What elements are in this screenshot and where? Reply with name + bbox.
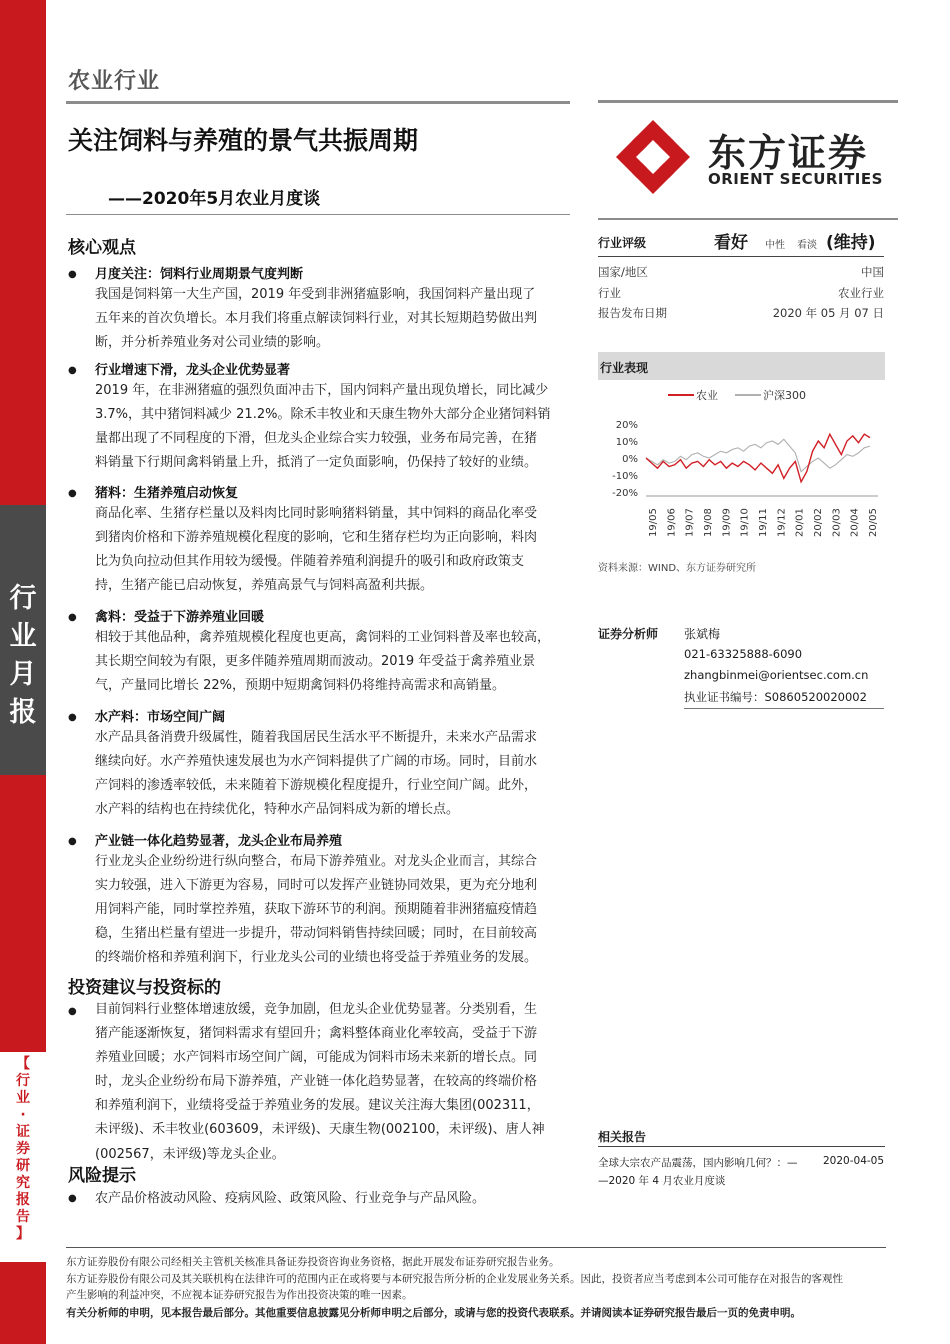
paragraph-line: 水产料的结构也在持续优化，特种水产品饲料成为新的增长点。: [95, 802, 460, 818]
rating-option-bearish: 看淡: [797, 240, 817, 251]
page-subtitle: ——2020年5月农业月度谈: [108, 189, 321, 209]
divider: [66, 214, 570, 215]
divider: [66, 101, 570, 104]
paragraph-line: 实力较强，进入下游更为容易，同时可以发挥产业链协同效果，更为充分地利: [95, 878, 538, 894]
paragraph-line: 未评级)、禾丰牧业(603609，未评级)、天康生物(002100，未评级)、唐人神: [95, 1122, 545, 1138]
paragraph-line: 行业龙头企业纷纷进行纵向整合，布局下游养殖业。对龙头企业而言，其综合: [95, 854, 538, 869]
paragraph-line: 时，龙头企业纷纷布局下游养殖，产业链一体化趋势显著，在较高的终端价格: [95, 1074, 538, 1090]
related-report-title[interactable]: 全球大宗农产品震荡，国内影响几何？：—: [598, 1157, 798, 1169]
related-report-title-cont[interactable]: —2020 年 4 月农业月度谈: [598, 1175, 726, 1187]
orient-securities-logo-icon: [614, 118, 692, 196]
paragraph-line: 持，生猪产能已启动恢复，养殖高景气与饲料高盈利共振。: [95, 578, 434, 594]
y-tick-label: -10%: [612, 471, 638, 482]
x-tick-label: 20/01: [794, 508, 806, 537]
paragraph-line: 用饲料产能，同时掌控养殖，获取下游环节的利润。预期随着非洲猪瘟疫情趋: [95, 902, 538, 918]
paragraph-line: 料销量下行期间禽料销量上升，抵消了一定负面影响，仍保持了较好的业绩。: [95, 455, 538, 471]
performance-title: 行业表现: [600, 361, 649, 375]
performance-chart: [598, 382, 888, 562]
paragraph-line: 相较于其他品种，禽养殖规模化程度也更高，禽饲料的工业饲料普及率也较高，: [95, 630, 551, 645]
rating-label: 行业评级: [598, 236, 647, 250]
x-tick-label: 20/04: [849, 508, 861, 537]
legend-label: 沪深300: [763, 389, 806, 402]
risk-text: 农产品价格波动风险、疫病风险、政策风险、行业竞争与产品风险。: [95, 1191, 486, 1206]
info-label: 行业: [598, 286, 621, 300]
divider: [598, 1146, 885, 1147]
analyst-cert: 执业证书编号：S0860520020002: [684, 690, 867, 704]
x-tick-label: 19/09: [721, 508, 733, 537]
point-heading: 猪料：生猪养殖启动恢复: [95, 486, 239, 501]
report-category-vertical: [0, 1052, 46, 1262]
y-tick-label: 20%: [615, 420, 638, 431]
paragraph-line: 其长期空间较为有限，更多伴随养殖周期而波动。2019 年受益于禽养殖业景: [95, 654, 536, 670]
paragraph-line: 继续向好。水产养殖快速发展也为水产饲料提供了广阔的市场。同时，目前水: [95, 754, 538, 770]
analyst-email[interactable]: zhangbinmei@orientsec.com.cn: [684, 668, 869, 682]
point-heading: 月度关注：饲料行业周期景气度判断: [95, 267, 304, 282]
point-heading: 水产料：市场空间广阔: [95, 710, 226, 725]
point-heading: 禽料：受益于下游养殖业回暖: [95, 610, 265, 625]
rating-option-neutral: 中性: [765, 240, 785, 251]
analyst-name: 张斌梅: [684, 627, 721, 641]
analyst-label: 证券分析师: [598, 627, 659, 641]
bullet-dot: ●: [68, 836, 77, 847]
y-tick-label: 10%: [615, 437, 638, 448]
paragraph-line: 产饲料的渗透率较低，未来随着下游规模化程度提升，行业空间广阔。此外，: [95, 778, 538, 794]
x-tick-label: 20/02: [813, 508, 824, 537]
paragraph-line: 目前饲料行业整体增速放缓，竞争加剧，但龙头企业优势显著。分类别看，生: [95, 1002, 538, 1017]
footer-disclaimer-2: 东方证券股份有限公司及其关联机构在法律许可的范围内正在或将要与本研究报告所分析的企业发展业务关系。因此，投资者应当考虑到本公司可能存在对报告的客观性: [66, 1273, 843, 1285]
info-label: 国家/地区: [598, 265, 648, 279]
paragraph-line: 稳，生猪出栏量有望进一步提升，带动饲料销售持续回暖；同时，在目前较高: [95, 926, 538, 942]
paragraph-line: 的终端价格和养殖利润下，行业龙头公司的业绩也将受益于养殖业务的发展。: [95, 950, 538, 966]
point-paragraph: [95, 502, 582, 598]
vertical-title-text: 行 业 月 报: [9, 583, 37, 728]
paragraph-line: 2019 年，在非洲猪瘟的强烈负面冲击下，国内饲料产量出现负增长，同比减少: [95, 383, 549, 398]
point-paragraph: [95, 850, 582, 970]
x-tick-label: 19/11: [758, 508, 769, 537]
x-tick-label: 20/05: [868, 508, 879, 537]
divider: [598, 218, 898, 220]
vertical-subtitle-text: 【 行 业 · 证 券 研 究 报 告 】: [16, 1056, 30, 1242]
footer-disclaimer-1: 东方证券股份有限公司经相关主管机关核准具备证券投资咨询业务资格，据此开展发布证券研究报告业务。: [66, 1256, 560, 1268]
info-label: 报告发布日期: [598, 306, 667, 320]
logo-text-en: ORIENT SECURITIES: [708, 170, 883, 188]
y-tick-label: 0%: [622, 454, 638, 465]
x-tick-label: 19/08: [703, 508, 714, 537]
divider: [598, 100, 898, 103]
paragraph-line: 到猪肉价格和下游养殖规模化程度的影响，它和生猪存栏均为正向影响，料肉: [95, 530, 538, 546]
paragraph-line: 五年来的首次负增长。本月我们将重点解读饲料行业，对其长短期趋势做出判: [95, 311, 538, 327]
x-tick-label: 19/07: [684, 508, 696, 537]
bullet-dot: ●: [68, 365, 77, 376]
paragraph-line: 气，产量同比增长 22%，预期中短期禽饲料仍将维持高需求和高销量。: [95, 678, 506, 694]
paragraph-line: 商品化率、生猪存栏量以及料肉比同时影响猪料销量，其中饲料的商品化率受: [95, 506, 538, 521]
bullet-dot: ●: [68, 1193, 77, 1204]
paragraph-line: 养殖业回暖；水产饲料市场空间广阔，可能成为饲料市场未来新的增长点。同: [95, 1050, 538, 1066]
point-paragraph: [95, 726, 582, 822]
paragraph-line: 猪产能逐渐恢复，猪饲料需求有望回升；禽料整体商业化率较高，受益于下游: [95, 1026, 538, 1042]
y-tick-label: -20%: [612, 488, 638, 499]
paragraph-line: 和养殖利润下，业绩将受益于养殖业务的发展。建议关注海大集团(002311，: [95, 1098, 540, 1114]
report-type-vertical: [0, 580, 46, 732]
paragraph-line: 3.7%，其中猪饲料减少 21.2%。除禾丰牧业和天康生物外大部分企业猪饲料销: [95, 407, 551, 423]
rating-status: (维持): [826, 233, 876, 253]
paragraph-line: (002567，未评级)等龙头企业。: [95, 1146, 285, 1162]
investment-paragraph: [95, 998, 582, 1167]
investment-heading: 投资建议与投资标的: [68, 978, 221, 998]
x-tick-label: 19/06: [666, 508, 678, 537]
x-tick-label: 19/10: [739, 508, 751, 537]
point-paragraph: [95, 283, 582, 355]
bullet-dot: ●: [68, 488, 77, 499]
bullet-dot: ●: [68, 612, 77, 623]
page-title: 关注饲料与养殖的景气共振周期: [68, 126, 419, 155]
divider: [598, 256, 884, 257]
paragraph-line: 比为负向拉动但其作用较为缓慢。伴随着养殖利润提升的吸引和政府政策支: [95, 554, 525, 570]
paragraph-line: 量都出现了不同程度的下滑，但龙头企业综合实力较强，业务布局完善，在猪: [95, 431, 538, 447]
logo-text-cn: 东方证券: [708, 131, 869, 175]
legend-label: 农业: [696, 389, 718, 402]
risk-heading: 风险提示: [68, 1166, 136, 1186]
x-tick-label: 19/05: [648, 508, 659, 537]
footer-disclaimer-3: 有关分析师的申明，见本报告最后部分。其他重要信息披露见分析师申明之后部分，或请与您的投资代表联系。并请阅读本证券研究报告最后一页的免责申明。: [66, 1307, 801, 1319]
paragraph-line: 我国是饲料第一大生产国，2019 年受到非洲猪瘟影响，我国饲料产量出现了: [95, 287, 536, 302]
point-heading: 产业链一体化趋势显著，龙头企业布局养殖: [95, 834, 343, 849]
industry-name: 农业行业: [68, 69, 161, 94]
chart-source: 资料来源：WIND、东方证券研究所: [598, 563, 757, 574]
core-views-heading: 核心观点: [68, 238, 136, 258]
related-report-date: 2020-04-05: [823, 1155, 885, 1167]
bullet-dot: ●: [68, 269, 77, 280]
series-line-agriculture: [646, 434, 870, 482]
info-value: 中国: [861, 265, 884, 279]
point-paragraph: [95, 379, 582, 475]
analyst-phone: 021-63325888-6090: [684, 647, 803, 661]
info-value: 2020 年 05 月 07 日: [772, 306, 884, 320]
related-reports-label: 相关报告: [598, 1130, 647, 1144]
x-tick-label: 19/12: [776, 508, 788, 537]
point-paragraph: [95, 626, 582, 698]
bullet-dot: ●: [68, 712, 77, 723]
rating-value: 看好: [714, 233, 748, 253]
footer-disclaimer-2b: 产生影响的利益冲突，不应视本证券研究报告为作出投资决策的唯一因素。: [66, 1289, 413, 1301]
paragraph-line: 断，并分析养殖业务对公司业绩的影响。: [95, 335, 330, 351]
bullet-dot: ●: [68, 1006, 77, 1017]
divider: [66, 1247, 886, 1248]
paragraph-line: 水产品具备消费升级属性，随着我国居民生活水平不断提升，未来水产品需求: [95, 730, 538, 745]
divider: [684, 708, 884, 709]
point-heading: 行业增速下滑，龙头企业优势显著: [95, 363, 291, 378]
info-value: 农业行业: [838, 286, 884, 300]
x-tick-label: 20/03: [831, 508, 843, 537]
